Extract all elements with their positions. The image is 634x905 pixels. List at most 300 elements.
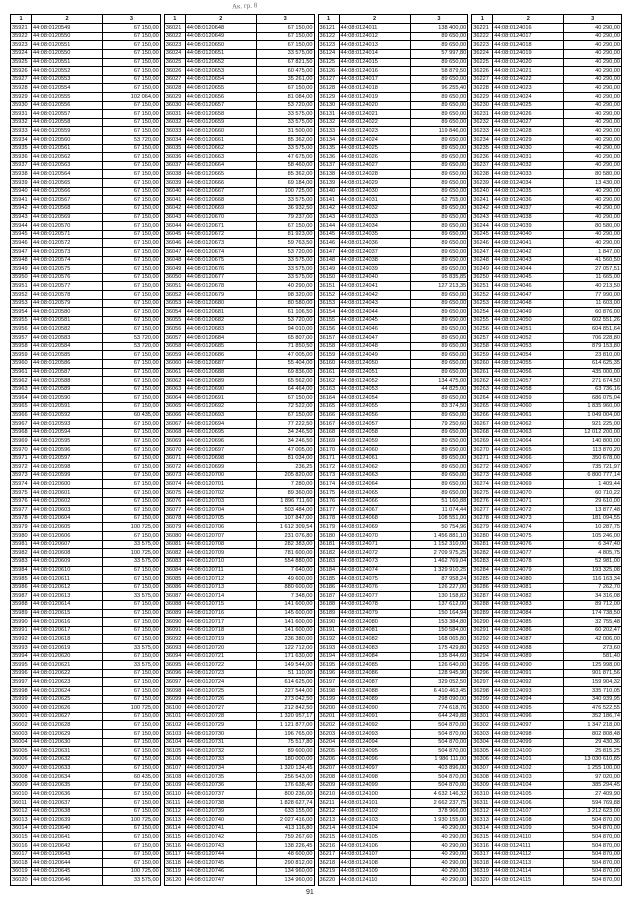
row-number: 35942 <box>11 204 32 213</box>
cadastral-number: 44:08:0124046 <box>339 325 410 334</box>
cadastral-value: 89 650,00 <box>410 239 468 248</box>
table-row <box>164 230 314 239</box>
cadastral-value: 227 544,00 <box>256 687 314 696</box>
row-number: 36071 <box>164 454 185 463</box>
row-number: 36304 <box>472 738 493 747</box>
table-row <box>164 84 314 93</box>
table-row <box>164 325 314 334</box>
table-row <box>11 49 161 58</box>
row-number: 36006 <box>11 755 32 764</box>
row-number: 36044 <box>164 222 185 231</box>
cadastral-value: 134 960,00 <box>256 867 314 876</box>
cadastral-number: 44:08:0124053 <box>339 385 410 394</box>
cadastral-number: 44:08:0124078 <box>493 557 564 566</box>
cadastral-value: 33 575,00 <box>256 49 314 58</box>
cadastral-value: 504 870,00 <box>410 781 468 790</box>
cadastral-value: 67 150,00 <box>103 161 161 170</box>
table-row <box>11 187 161 196</box>
table-row <box>164 618 314 627</box>
cadastral-number: 44:08:0120640 <box>32 824 103 833</box>
row-number: 36260 <box>472 359 493 368</box>
row-number: 36027 <box>164 75 185 84</box>
row-number: 35995 <box>11 661 32 670</box>
row-number: 36193 <box>318 644 339 653</box>
cadastral-value: 435 000,00 <box>564 368 622 377</box>
row-number: 36214 <box>318 824 339 833</box>
table-row <box>472 394 622 403</box>
cadastral-number: 44:08:0124025 <box>493 101 564 110</box>
table-row <box>164 669 314 678</box>
table-row <box>164 454 314 463</box>
cadastral-number: 44:08:0120715 <box>185 600 256 609</box>
row-number: 35966 <box>11 411 32 420</box>
cadastral-value: 29 610,00 <box>564 497 622 506</box>
cadastral-number: 44:08:0120549 <box>32 24 103 33</box>
row-number: 36105 <box>164 747 185 756</box>
cadastral-value: 7 280,00 <box>256 480 314 489</box>
table-row <box>164 93 314 102</box>
row-number: 36101 <box>164 712 185 721</box>
cadastral-number: 44:08:0124088 <box>339 687 410 696</box>
table-row <box>318 385 468 394</box>
cadastral-number: 44:08:0124049 <box>339 351 410 360</box>
cadastral-number: 44:08:0120717 <box>185 618 256 627</box>
row-number: 36051 <box>164 282 185 291</box>
row-number: 36239 <box>472 179 493 188</box>
cadastral-number: 44:08:0120744 <box>185 850 256 859</box>
cadastral-number: 44:08:0120733 <box>185 755 256 764</box>
row-number: 36159 <box>318 351 339 360</box>
cadastral-value: 89 650,00 <box>410 368 468 377</box>
table-row <box>164 291 314 300</box>
row-number: 36255 <box>472 316 493 325</box>
table-row <box>164 600 314 609</box>
table-row <box>472 187 622 196</box>
cadastral-value: 67 150,00 <box>103 282 161 291</box>
table-row <box>318 721 468 730</box>
cadastral-value: 27 057,51 <box>564 265 622 274</box>
cadastral-value: 4 632 146,32 <box>410 790 468 799</box>
cadastral-number: 44:08:0120732 <box>185 747 256 756</box>
cadastral-number: 44:08:0120618 <box>32 635 103 644</box>
cadastral-number: 44:08:0124048 <box>493 299 564 308</box>
table-row <box>164 420 314 429</box>
row-number: 35927 <box>11 75 32 84</box>
table-row <box>472 773 622 782</box>
row-number: 35935 <box>11 144 32 153</box>
row-number: 36129 <box>318 93 339 102</box>
table-row <box>472 67 622 76</box>
row-number: 36046 <box>164 239 185 248</box>
cadastral-number: 44:08:0124033 <box>339 213 410 222</box>
row-number: 36240 <box>472 187 493 196</box>
cadastral-number: 44:08:0124107 <box>339 850 410 859</box>
cadastral-value: 89 650,00 <box>410 247 468 256</box>
row-number: 35989 <box>11 609 32 618</box>
column-header: 3 <box>256 15 314 24</box>
row-number: 36287 <box>472 592 493 601</box>
cadastral-number: 44:08:0124039 <box>339 265 410 274</box>
cadastral-number: 44:08:0124029 <box>339 179 410 188</box>
row-number: 36262 <box>472 377 493 386</box>
cadastral-value: 89 650,00 <box>410 480 468 489</box>
row-number: 36248 <box>472 256 493 265</box>
cadastral-number: 44:08:0124041 <box>493 239 564 248</box>
table-row <box>11 790 161 799</box>
row-number: 36146 <box>318 239 339 248</box>
cadastral-number: 44:08:0120742 <box>185 833 256 842</box>
cadastral-number: 44:08:0120622 <box>32 669 103 678</box>
row-number: 36073 <box>164 471 185 480</box>
cadastral-number: 44:08:0124089 <box>339 695 410 704</box>
cadastral-number: 44:08:0120679 <box>185 291 256 300</box>
table-row <box>318 187 468 196</box>
cadastral-value: 504 870,00 <box>564 876 622 886</box>
row-number: 36152 <box>318 291 339 300</box>
cadastral-number: 44:08:0124065 <box>339 489 410 498</box>
cadastral-value: 89 650,00 <box>410 299 468 308</box>
table-row <box>318 549 468 558</box>
row-number: 35937 <box>11 161 32 170</box>
table-row <box>318 652 468 661</box>
cadastral-value: 11 665,00 <box>564 273 622 282</box>
cadastral-value: 33 575,00 <box>256 110 314 119</box>
cadastral-number: 44:08:0120659 <box>185 118 256 127</box>
table-row <box>164 368 314 377</box>
row-number: 36257 <box>472 334 493 343</box>
cadastral-value: 32 755,48 <box>564 618 622 627</box>
cadastral-value: 67 150,00 <box>103 325 161 334</box>
table-row <box>318 842 468 851</box>
cadastral-number: 44:08:0124077 <box>339 592 410 601</box>
row-number: 35931 <box>11 110 32 119</box>
cadastral-value: 67 150,00 <box>103 75 161 84</box>
table-row <box>318 127 468 136</box>
row-number: 36092 <box>164 635 185 644</box>
table-row <box>164 41 314 50</box>
table-row <box>318 859 468 868</box>
cadastral-number: 44:08:0124103 <box>339 816 410 825</box>
table-row <box>164 687 314 696</box>
cadastral-value: 13 877,48 <box>564 506 622 515</box>
row-number: 36205 <box>318 747 339 756</box>
table-row <box>164 523 314 532</box>
cadastral-number: 44:08:0124105 <box>493 790 564 799</box>
table-row <box>164 807 314 816</box>
table-row <box>472 170 622 179</box>
cadastral-value: 67 150,00 <box>103 230 161 239</box>
row-number: 36090 <box>164 618 185 627</box>
cadastral-number: 44:08:0120651 <box>185 49 256 58</box>
cadastral-value: 89 650,00 <box>410 41 468 50</box>
cadastral-number: 44:08:0124035 <box>493 187 564 196</box>
cadastral-value: 116 163,34 <box>564 575 622 584</box>
row-number: 36012 <box>11 807 32 816</box>
row-number: 36014 <box>11 824 32 833</box>
cadastral-value: 126 227,00 <box>410 583 468 592</box>
table-row <box>318 282 468 291</box>
table-row <box>318 635 468 644</box>
table-row <box>318 506 468 515</box>
cadastral-number: 44:08:0120672 <box>185 230 256 239</box>
table-row <box>164 75 314 84</box>
table-row <box>11 549 161 558</box>
row-number: 36138 <box>318 170 339 179</box>
cadastral-number: 44:08:0120629 <box>32 730 103 739</box>
cadastral-value: 67 150,00 <box>103 506 161 515</box>
cadastral-number: 44:08:0124112 <box>493 850 564 859</box>
cadastral-number: 44:08:0120720 <box>185 644 256 653</box>
table-row <box>164 833 314 842</box>
cadastral-value: 67 150,00 <box>256 32 314 41</box>
cadastral-value: 503 484,00 <box>256 506 314 515</box>
cadastral-number: 44:08:0124042 <box>493 247 564 256</box>
row-number: 36104 <box>164 738 185 747</box>
table-row <box>472 764 622 773</box>
cadastral-number: 44:08:0120642 <box>32 842 103 851</box>
cadastral-value: 100 725,00 <box>256 187 314 196</box>
cadastral-number: 44:08:0120735 <box>185 773 256 782</box>
cadastral-value: 67 150,00 <box>103 781 161 790</box>
cadastral-value: 67 150,00 <box>103 798 161 807</box>
cadastral-value: 105 246,00 <box>564 532 622 541</box>
cadastral-number: 44:08:0124071 <box>493 497 564 506</box>
cadastral-number: 44:08:0124038 <box>493 213 564 222</box>
row-number: 36145 <box>318 230 339 239</box>
cadastral-value: 7 640,00 <box>256 566 314 575</box>
cadastral-value: 67 150,00 <box>103 265 161 274</box>
row-number: 36295 <box>472 661 493 670</box>
cadastral-number: 44:08:0124081 <box>339 626 410 635</box>
table-row <box>318 575 468 584</box>
cadastral-number: 44:08:0120739 <box>185 807 256 816</box>
table-row <box>318 299 468 308</box>
cadastral-number: 44:08:0124067 <box>493 463 564 472</box>
row-number: 36215 <box>318 833 339 842</box>
cadastral-number: 44:08:0124072 <box>493 506 564 515</box>
cadastral-value: 40 290,00 <box>564 67 622 76</box>
cadastral-number: 44:08:0124098 <box>339 773 410 782</box>
cadastral-value: 69 836,00 <box>256 368 314 377</box>
cadastral-number: 44:08:0120600 <box>32 480 103 489</box>
cadastral-value: 67 150,00 <box>103 583 161 592</box>
cadastral-number: 44:08:0124090 <box>493 661 564 670</box>
cadastral-value: 97 020,00 <box>564 773 622 782</box>
cadastral-value: 89 650,00 <box>410 351 468 360</box>
row-number: 36088 <box>164 600 185 609</box>
cadastral-value: 686 075,04 <box>564 394 622 403</box>
table-row <box>318 359 468 368</box>
cadastral-number: 44:08:0120563 <box>32 161 103 170</box>
table-row <box>318 824 468 833</box>
row-number: 36291 <box>472 626 493 635</box>
cadastral-number: 44:08:0120745 <box>185 859 256 868</box>
cadastral-value: 602 551,26 <box>564 316 622 325</box>
row-number: 36019 <box>11 867 32 876</box>
row-number: 36162 <box>318 377 339 386</box>
cadastral-value: 89 600,00 <box>256 747 314 756</box>
row-number: 36156 <box>318 325 339 334</box>
row-number: 36179 <box>318 523 339 532</box>
cadastral-value: 504 870,00 <box>410 738 468 747</box>
cadastral-number: 44:08:0120630 <box>32 738 103 747</box>
row-number: 36184 <box>318 566 339 575</box>
cadastral-number: 44:08:0120705 <box>185 514 256 523</box>
table-row <box>164 480 314 489</box>
cadastral-value: 1 329 910,25 <box>410 566 468 575</box>
cadastral-value: 67 150,00 <box>103 49 161 58</box>
cadastral-value: 7 262,70 <box>564 583 622 592</box>
cadastral-value: 60 475,00 <box>256 67 314 76</box>
cadastral-number: 44:08:0124085 <box>493 618 564 627</box>
cadastral-number: 44:08:0124016 <box>493 24 564 33</box>
table-row <box>164 67 314 76</box>
cadastral-value: 67 150,00 <box>103 678 161 687</box>
cadastral-value: 65 807,00 <box>256 334 314 343</box>
table-row <box>318 110 468 119</box>
table-row <box>472 816 622 825</box>
row-number: 36194 <box>318 652 339 661</box>
cadastral-value: 171 630,00 <box>256 652 314 661</box>
row-number: 35973 <box>11 471 32 480</box>
cadastral-value: 138 226,45 <box>256 842 314 851</box>
cadastral-number: 44:08:0124110 <box>339 876 410 886</box>
cadastral-value: 67 150,00 <box>103 463 161 472</box>
table-row <box>472 454 622 463</box>
table-row <box>164 161 314 170</box>
row-number: 36057 <box>164 334 185 343</box>
cadastral-number: 44:08:0120690 <box>185 385 256 394</box>
table-row <box>472 712 622 721</box>
cadastral-number: 44:08:0124039 <box>493 222 564 231</box>
cadastral-value: 89 650,00 <box>410 222 468 231</box>
cadastral-number: 44:08:0120664 <box>185 161 256 170</box>
table-row <box>318 342 468 351</box>
cadastral-value: 40 290,00 <box>564 127 622 136</box>
table-row <box>318 24 468 33</box>
cadastral-value: 40 290,00 <box>564 187 622 196</box>
cadastral-number: 44:08:0120724 <box>185 678 256 687</box>
cadastral-value: 67 150,00 <box>103 730 161 739</box>
cadastral-value: 62 755,00 <box>410 196 468 205</box>
cadastral-number: 44:08:0124018 <box>493 41 564 50</box>
table-row <box>164 308 314 317</box>
cadastral-value: 614 625,35 <box>564 359 622 368</box>
row-number: 36110 <box>164 790 185 799</box>
row-number: 36018 <box>11 859 32 868</box>
cadastral-value: 67 150,00 <box>103 394 161 403</box>
cadastral-number: 44:08:0120606 <box>32 532 103 541</box>
cadastral-value: 340 939,95 <box>564 695 622 704</box>
row-number: 36113 <box>164 816 185 825</box>
row-number: 36035 <box>164 144 185 153</box>
row-number: 36208 <box>318 773 339 782</box>
cadastral-number: 44:08:0124031 <box>493 153 564 162</box>
table-row <box>472 876 622 886</box>
table-row <box>472 540 622 549</box>
cadastral-number: 44:08:0124018 <box>339 84 410 93</box>
row-number: 36021 <box>164 24 185 33</box>
row-number: 36230 <box>472 101 493 110</box>
cadastral-value: 33 575,00 <box>103 644 161 653</box>
cadastral-number: 44:08:0124077 <box>493 549 564 558</box>
cadastral-number: 44:08:0120646 <box>32 876 103 886</box>
column-header: 1 <box>318 15 339 24</box>
cadastral-number: 44:08:0124107 <box>493 807 564 816</box>
cadastral-number: 44:08:0120607 <box>32 540 103 549</box>
cadastral-value: 149 544,00 <box>256 661 314 670</box>
cadastral-number: 44:08:0124079 <box>493 566 564 575</box>
cadastral-value: 127 213,35 <box>410 282 468 291</box>
cadastral-number: 44:08:0120639 <box>32 816 103 825</box>
archive-stamp: Ак. гр. 8 <box>231 1 258 11</box>
cadastral-number: 44:08:0124045 <box>493 273 564 282</box>
row-number: 36038 <box>164 170 185 179</box>
row-number: 36024 <box>164 49 185 58</box>
table-row <box>472 755 622 764</box>
cadastral-value: 145 600,00 <box>256 609 314 618</box>
table-row <box>164 738 314 747</box>
cadastral-number: 44:08:0120643 <box>32 850 103 859</box>
cadastral-number: 44:08:0120594 <box>32 428 103 437</box>
table-row <box>11 514 161 523</box>
row-number: 36084 <box>164 566 185 575</box>
cadastral-value: 11 074,44 <box>410 506 468 515</box>
table-row <box>318 566 468 575</box>
cadastral-value: 33 575,00 <box>256 265 314 274</box>
cadastral-value: 67 150,00 <box>103 755 161 764</box>
cadastral-value: 67 150,00 <box>103 790 161 799</box>
cadastral-value: 134 475,00 <box>410 377 468 386</box>
cadastral-number: 44:08:0120667 <box>185 187 256 196</box>
row-number: 36279 <box>472 523 493 532</box>
cadastral-value: 40 290,00 <box>564 144 622 153</box>
table-row <box>472 790 622 799</box>
cadastral-value: 385 294,45 <box>564 781 622 790</box>
table-row <box>472 600 622 609</box>
cadastral-value: 135 844,60 <box>410 652 468 661</box>
cadastral-value: 81 084,00 <box>256 93 314 102</box>
row-number: 36300 <box>472 704 493 713</box>
table-row <box>318 179 468 188</box>
row-number: 35944 <box>11 222 32 231</box>
table-row <box>472 489 622 498</box>
cadastral-value: 89 650,00 <box>410 256 468 265</box>
cadastral-number: 44:08:0120692 <box>185 402 256 411</box>
table-row <box>164 437 314 446</box>
table-row <box>318 850 468 859</box>
cadastral-number: 44:08:0120670 <box>185 213 256 222</box>
table-row <box>318 790 468 799</box>
cadastral-number: 44:08:0124058 <box>339 428 410 437</box>
table-row <box>318 730 468 739</box>
cadastral-value: 67 150,00 <box>103 618 161 627</box>
table-row <box>11 58 161 67</box>
cadastral-value: 644 249,88 <box>410 712 468 721</box>
cadastral-value: 138 400,00 <box>410 24 468 33</box>
cadastral-value: 40 290,00 <box>564 196 622 205</box>
table-row <box>318 308 468 317</box>
cadastral-number: 44:08:0120648 <box>185 24 256 33</box>
table-row <box>318 273 468 282</box>
row-number: 36074 <box>164 480 185 489</box>
cadastral-value: 504 870,00 <box>564 850 622 859</box>
row-number: 36265 <box>472 402 493 411</box>
table-row <box>472 153 622 162</box>
cadastral-number: 44:08:0124057 <box>493 377 564 386</box>
cadastral-number: 44:08:0124073 <box>339 557 410 566</box>
row-number: 36125 <box>318 58 339 67</box>
